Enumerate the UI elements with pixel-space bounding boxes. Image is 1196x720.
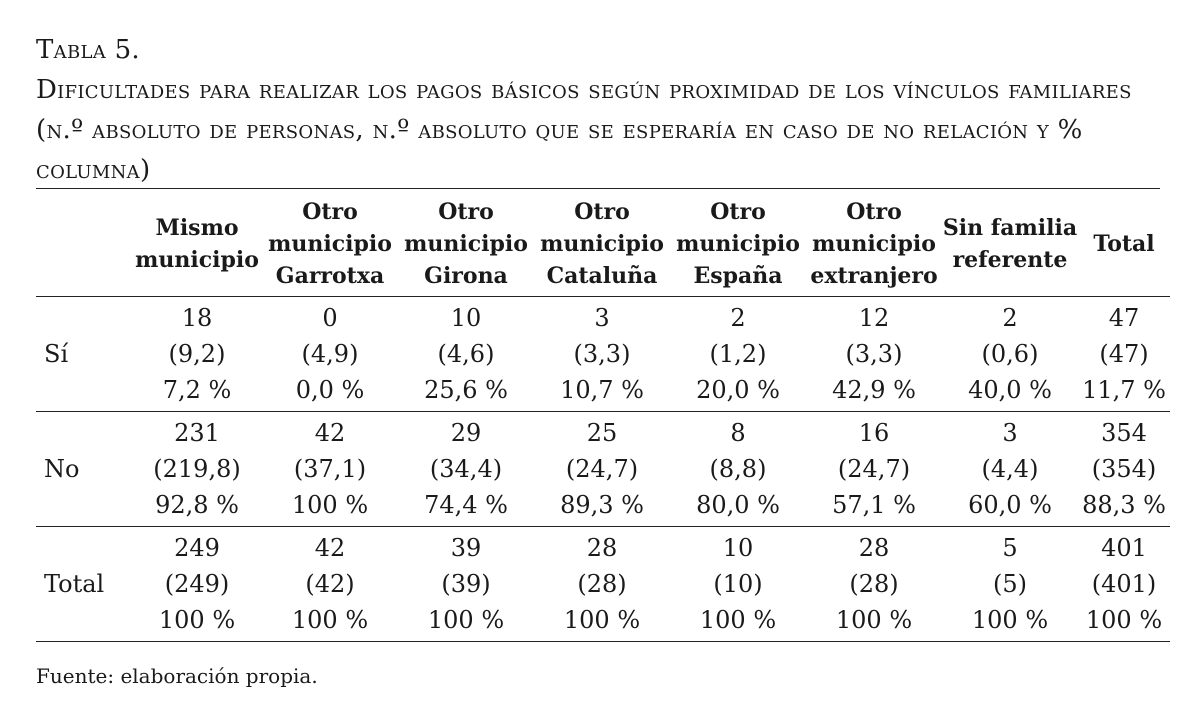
expected-count: (0,6) bbox=[981, 340, 1039, 368]
expected-count: (4,9) bbox=[301, 340, 359, 368]
expected-count: (47) bbox=[1099, 340, 1149, 368]
table-cell bbox=[806, 297, 942, 412]
expected-count: (9,2) bbox=[168, 340, 226, 368]
table-cell bbox=[806, 412, 942, 527]
table-cell bbox=[534, 412, 670, 527]
expected-count: (5) bbox=[993, 570, 1027, 598]
observed-count: 231 bbox=[174, 419, 220, 447]
column-percent: 0,0 % bbox=[295, 376, 365, 404]
column-percent: 100 % bbox=[291, 606, 369, 634]
table-label: Tabla 5. bbox=[36, 35, 140, 65]
observed-count: 18 bbox=[181, 304, 213, 332]
table-cell bbox=[262, 412, 398, 527]
top-rule bbox=[36, 188, 1160, 189]
observed-count: 5 bbox=[1002, 534, 1018, 562]
column-percent: 89,3 % bbox=[560, 491, 644, 519]
table-row bbox=[36, 527, 1170, 642]
column-header-cataluna: Otro municipio Cataluña bbox=[540, 199, 664, 289]
observed-count: 2 bbox=[730, 304, 746, 332]
expected-count: (249) bbox=[164, 570, 230, 598]
observed-count: 0 bbox=[322, 304, 338, 332]
column-header-girona: Otro municipio Girona bbox=[404, 199, 528, 289]
expected-count: (3,3) bbox=[573, 340, 631, 368]
column-percent: 11,7 % bbox=[1082, 376, 1166, 404]
column-percent: 100 % bbox=[427, 606, 505, 634]
observed-count: 401 bbox=[1101, 534, 1147, 562]
row-label: Sí bbox=[44, 340, 69, 368]
table-row bbox=[36, 412, 1170, 527]
column-header-mismo-municipio: Mismo municipio bbox=[135, 215, 259, 273]
table-cell bbox=[1078, 527, 1170, 642]
column-header-sin-familia: Sin familia referente bbox=[942, 215, 1078, 273]
expected-count: (24,7) bbox=[837, 455, 911, 483]
observed-count: 16 bbox=[858, 419, 890, 447]
expected-count: (4,6) bbox=[437, 340, 495, 368]
observed-count: 28 bbox=[586, 534, 618, 562]
table-cell bbox=[942, 297, 1078, 412]
observed-count: 47 bbox=[1108, 304, 1140, 332]
observed-count: 249 bbox=[174, 534, 220, 562]
expected-count: (219,8) bbox=[153, 455, 241, 483]
observed-count: 39 bbox=[450, 534, 482, 562]
table-cell bbox=[670, 297, 806, 412]
column-percent: 100 % bbox=[699, 606, 777, 634]
expected-count: (39) bbox=[441, 570, 491, 598]
observed-count: 42 bbox=[314, 534, 346, 562]
table-cell bbox=[132, 412, 262, 527]
table-cell bbox=[670, 527, 806, 642]
row-label: Total bbox=[44, 570, 105, 598]
expected-count: (354) bbox=[1091, 455, 1157, 483]
observed-count: 3 bbox=[1002, 419, 1018, 447]
table-cell bbox=[942, 527, 1078, 642]
table-cell bbox=[806, 527, 942, 642]
column-percent: 80,0 % bbox=[696, 491, 780, 519]
column-percent: 25,6 % bbox=[424, 376, 508, 404]
expected-count: (34,4) bbox=[429, 455, 503, 483]
observed-count: 12 bbox=[858, 304, 890, 332]
expected-count: (4,4) bbox=[981, 455, 1039, 483]
column-percent: 74,4 % bbox=[424, 491, 508, 519]
column-percent: 100 % bbox=[158, 606, 236, 634]
column-percent: 100 % bbox=[563, 606, 641, 634]
table-cell bbox=[398, 297, 534, 412]
observed-count: 3 bbox=[594, 304, 610, 332]
table-cell bbox=[262, 527, 398, 642]
column-percent: 57,1 % bbox=[832, 491, 916, 519]
column-percent: 40,0 % bbox=[968, 376, 1052, 404]
column-percent: 100 % bbox=[971, 606, 1049, 634]
column-percent: 88,3 % bbox=[1082, 491, 1166, 519]
column-percent: 60,0 % bbox=[968, 491, 1052, 519]
column-header-garrotxa: Otro municipio Garrotxa bbox=[268, 199, 392, 289]
column-percent: 10,7 % bbox=[560, 376, 644, 404]
row-label: No bbox=[44, 455, 80, 483]
table-cell bbox=[398, 412, 534, 527]
column-header-total: Total bbox=[1093, 231, 1155, 257]
table-cell bbox=[942, 412, 1078, 527]
column-header-empty bbox=[36, 190, 132, 297]
column-percent: 7,2 % bbox=[162, 376, 232, 404]
expected-count: (24,7) bbox=[565, 455, 639, 483]
observed-count: 29 bbox=[450, 419, 482, 447]
observed-count: 354 bbox=[1101, 419, 1147, 447]
observed-count: 10 bbox=[722, 534, 754, 562]
observed-count: 10 bbox=[450, 304, 482, 332]
table-body bbox=[36, 297, 1170, 642]
table-cell bbox=[1078, 297, 1170, 412]
expected-count: (401) bbox=[1091, 570, 1157, 598]
table-cell bbox=[398, 527, 534, 642]
table-cell bbox=[132, 527, 262, 642]
expected-count: (28) bbox=[577, 570, 627, 598]
column-percent: 92,8 % bbox=[155, 491, 239, 519]
expected-count: (8,8) bbox=[709, 455, 767, 483]
expected-count: (1,2) bbox=[709, 340, 767, 368]
observed-count: 2 bbox=[1002, 304, 1018, 332]
data-table bbox=[36, 190, 1170, 642]
table-cell bbox=[534, 297, 670, 412]
column-percent: 100 % bbox=[1085, 606, 1163, 634]
table-cell bbox=[534, 527, 670, 642]
table-cell bbox=[132, 297, 262, 412]
table-cell bbox=[670, 412, 806, 527]
table-caption bbox=[36, 30, 1160, 190]
expected-count: (37,1) bbox=[293, 455, 367, 483]
observed-count: 8 bbox=[730, 419, 746, 447]
column-percent: 100 % bbox=[291, 491, 369, 519]
header-row bbox=[36, 190, 1170, 297]
column-header-espana: Otro municipio España bbox=[676, 199, 800, 289]
table-cell bbox=[262, 297, 398, 412]
table-row bbox=[36, 297, 1170, 412]
source-note: Fuente: elaboración propia. bbox=[36, 664, 318, 688]
observed-count: 25 bbox=[586, 419, 618, 447]
observed-count: 42 bbox=[314, 419, 346, 447]
column-percent: 100 % bbox=[835, 606, 913, 634]
column-percent: 42,9 % bbox=[832, 376, 916, 404]
expected-count: (28) bbox=[849, 570, 899, 598]
column-header-extranjero: Otro municipio extranjero bbox=[810, 199, 938, 289]
observed-count: 28 bbox=[858, 534, 890, 562]
expected-count: (3,3) bbox=[845, 340, 903, 368]
table-title: Dificultades para realizar los pagos básicos según proximidad de los vínculos familiares (n.º absoluto de personas, n.º absoluto que se esperaría en caso de no relación y % columna) bbox=[36, 75, 1132, 185]
expected-count: (10) bbox=[713, 570, 763, 598]
expected-count: (42) bbox=[305, 570, 355, 598]
table-cell bbox=[1078, 412, 1170, 527]
column-percent: 20,0 % bbox=[696, 376, 780, 404]
